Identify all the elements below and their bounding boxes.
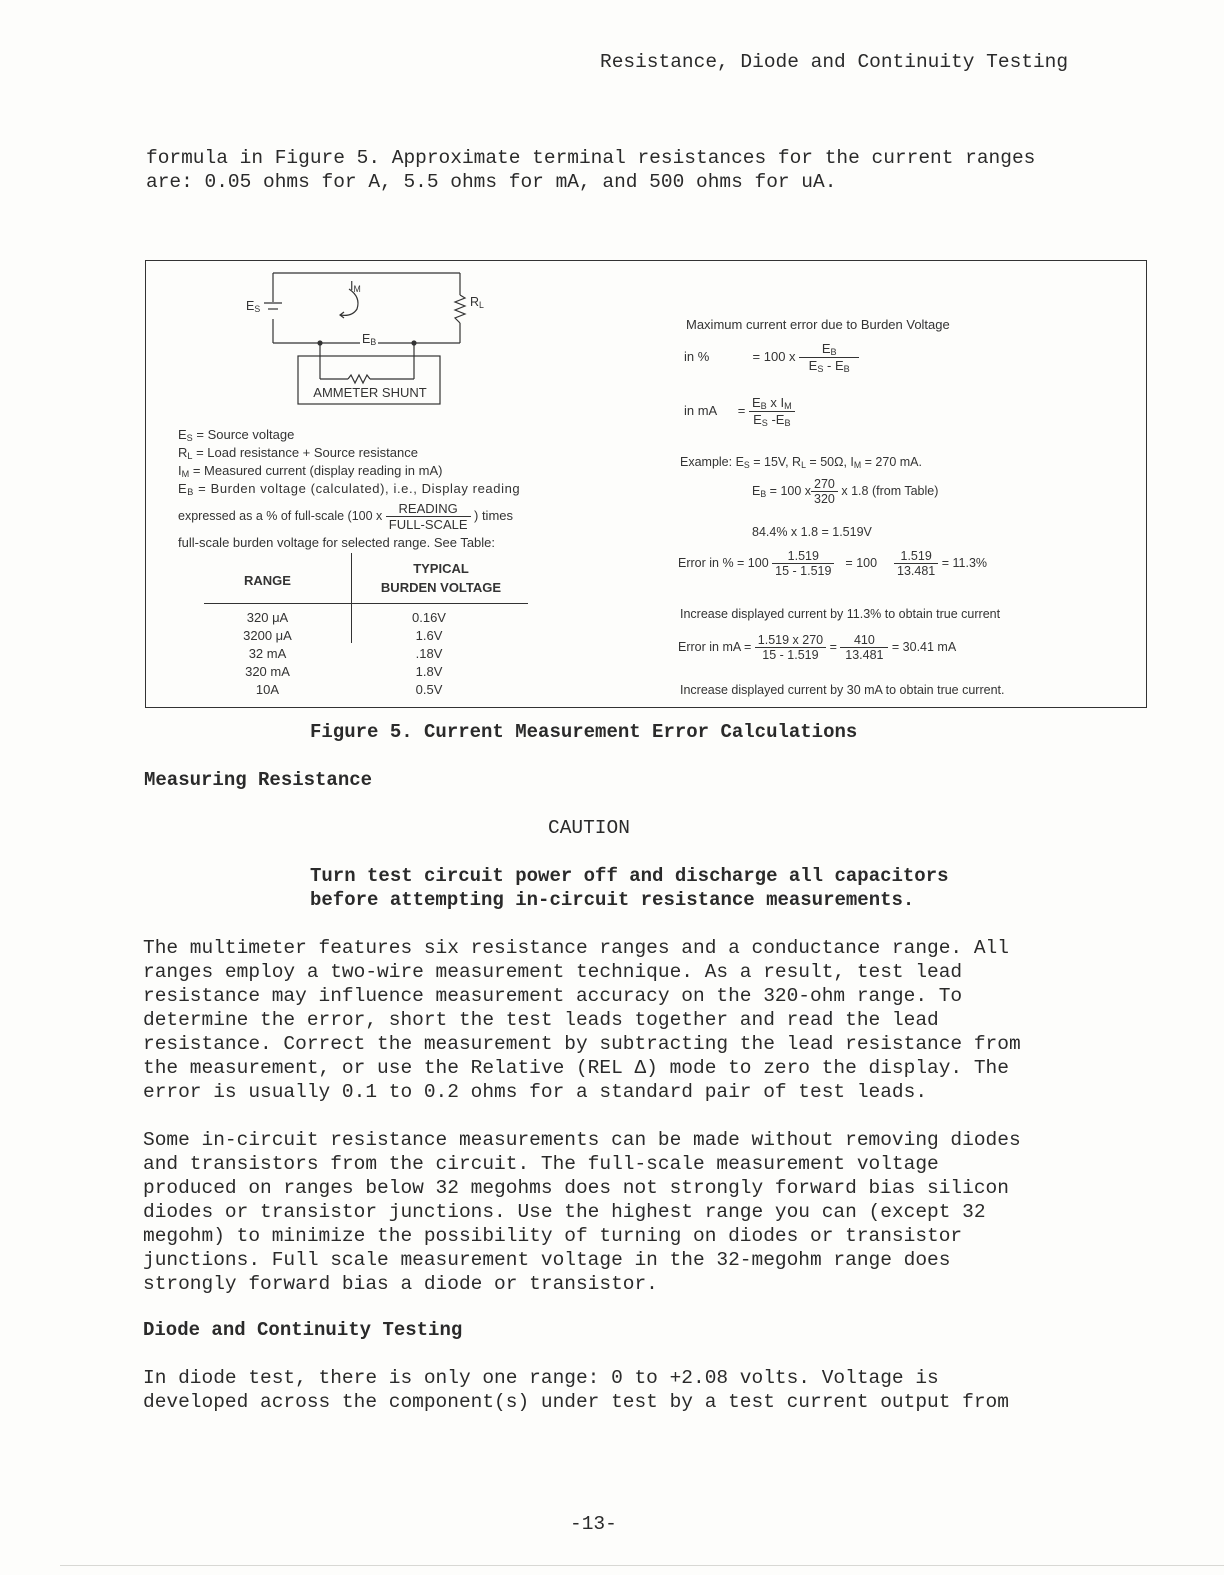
legend-rl: $R_L$ = Load resistance + Source resistance — [178, 445, 418, 461]
table-cell-burden: 0.5V — [415, 682, 443, 697]
paragraph-line: determine the error, short the test leads together and read the lead — [143, 1009, 939, 1031]
ammeter-shunt-label: AMMETER SHUNT — [313, 385, 427, 400]
table-col-range-header: RANGE — [244, 573, 291, 588]
table-row — [204, 682, 528, 700]
circuit-es-label: $E_S$ — [246, 299, 261, 314]
calc-note-2: Increase displayed current by 30 mA to obtain true current. — [680, 683, 1005, 697]
intro-line-1: formula in Figure 5. Approximate terminal resistances for the current ranges — [146, 147, 1036, 169]
paragraph-line: developed across the component(s) under test by a test current output from — [143, 1391, 1009, 1413]
calc-step: 84.4% x 1.8 = 1.519V — [752, 525, 872, 539]
caution-line-2: before attempting in-circuit resistance measurements. — [310, 889, 915, 911]
paragraph-line: In diode test, there is only one range: 0 to +2.08 volts. Voltage is — [143, 1367, 939, 1389]
page-number: -13- — [570, 1513, 617, 1535]
legend-es: $E_S$ = Source voltage — [178, 427, 295, 443]
paragraph-line: ranges employ a two-wire measurement technique. As a result, test lead — [143, 961, 963, 983]
paragraph-line: the measurement, or use the Relative (REL Δ) mode to zero the display. The — [143, 1057, 1009, 1079]
legend-last-line: full-scale burden voltage for selected range. See Table: — [178, 535, 496, 550]
calc-error-percent: Error in % = 100 $\frac{1.519}{15 - 1.519}$ = 100 $\frac{1.519}{13.481}$ = 11.3% — [678, 549, 988, 578]
table-row — [204, 646, 528, 664]
running-header: Resistance, Diode and Continuity Testing — [600, 51, 1069, 73]
calc-title: Maximum current error due to Burden Voltage — [686, 317, 950, 332]
table-cell-burden: .18V — [415, 646, 443, 661]
table-cell-burden: 1.6V — [415, 628, 443, 643]
figure-5-box — [145, 260, 1147, 708]
table-header-rule — [204, 603, 528, 604]
calc-percent-formula: in % = 100 x $\frac{E_B}{E_S - E_B}$ — [684, 341, 859, 374]
paragraph-line: Some in-circuit resistance measurements can be made without removing diodes — [143, 1129, 1021, 1151]
paragraph-line: junctions. Full scale measurement voltage in the 32-megohm range does — [143, 1249, 951, 1271]
table-cell-range: 3200 μA — [243, 628, 292, 643]
table-row — [204, 664, 528, 682]
paragraph-line: The multimeter features six resistance ranges and a conductance range. All — [143, 937, 1009, 959]
paragraph-in-circuit — [143, 1128, 1021, 1296]
table-col-burden-header-line2: BURDEN VOLTAGE — [380, 580, 502, 595]
paragraph-line: resistance may influence measurement accuracy on the 320-ohm range. To — [143, 985, 963, 1007]
calc-example: Example: $E_S = 15V$, $R_L = 50\Omega$, $I_M = 270$ mA. — [680, 455, 922, 470]
paragraph-line: resistance. Correct the measurement by subtracting the lead resistance from — [143, 1033, 1021, 1055]
paragraph-resistance-ranges — [143, 936, 1021, 1104]
section-heading-diode-continuity: Diode and Continuity Testing — [143, 1319, 463, 1341]
figure-caption: Figure 5. Current Measurement Error Calculations — [310, 721, 858, 743]
table-cell-range: 32 mA — [248, 646, 287, 661]
caution-line-1: Turn test circuit power off and discharge all capacitors — [310, 865, 949, 887]
table-cell-range: 320 mA — [245, 664, 290, 679]
circuit-rl-label: $R_L$ — [470, 295, 484, 310]
table-body — [204, 610, 528, 700]
circuit-im-label: $I_M$ — [350, 279, 361, 294]
table-row — [204, 628, 528, 646]
table-cell-burden: 0.16V — [412, 610, 446, 625]
paragraph-line: produced on ranges below 32 megohms does not strongly forward bias silicon — [143, 1177, 1009, 1199]
calc-ma-formula: in mA = $\frac{E_B x I_M}{E_S -E_B}$ — [684, 395, 795, 428]
paragraph-diode-test — [143, 1366, 1009, 1414]
table-cell-burden: 1.8V — [415, 664, 443, 679]
intro-line-2: are: 0.05 ohms for A, 5.5 ohms for mA, and 500 ohms for uA. — [146, 171, 837, 193]
table-col-burden-header-line1: TYPICAL — [413, 561, 469, 576]
legend-expression: expressed as a % of full-scale (100 x $\frac{\text{READING}}{\text{FULL-SCALE}}$ ) times — [178, 501, 513, 532]
burden-voltage-table — [204, 553, 528, 703]
calc-eb-example: $E_B = 100$ x $\frac{270}{320}$ x 1.8 (from Table) — [752, 477, 939, 506]
circuit-eb-label: $E_B$ — [362, 332, 377, 347]
paragraph-line: and transistors from the circuit. The full-scale measurement voltage — [143, 1153, 939, 1175]
table-cell-range: 320 μA — [246, 610, 289, 625]
calc-note-1: Increase displayed current by 11.3% to obtain true current — [680, 607, 1001, 621]
section-heading-measuring-resistance: Measuring Resistance — [144, 769, 373, 791]
scan-edge-line — [60, 1565, 1224, 1566]
paragraph-line: strongly forward bias a diode or transistor. — [143, 1273, 658, 1295]
legend-im: $I_M$ = Measured current (display reading in mA) — [178, 463, 443, 479]
paragraph-line: diodes or transistor junctions. Use the highest range you can (except 32 — [143, 1201, 986, 1223]
legend-eb: $E_B$ = Burden voltage (calculated), i.e., Display reading — [178, 481, 521, 497]
table-row — [204, 610, 528, 628]
paragraph-line: megohm) to minimize the possibility of turning on diodes or transistor — [143, 1225, 963, 1247]
paragraph-line: error is usually 0.1 to 0.2 ohms for a standard pair of test leads. — [143, 1081, 928, 1103]
caution-title: CAUTION — [548, 817, 630, 839]
table-cell-range: 10A — [255, 682, 280, 697]
calc-error-ma: Error in mA = $\frac{1.519 x 270}{15 - 1.519}$ = $\frac{410}{13.481}$ = 30.41 mA — [678, 633, 957, 662]
